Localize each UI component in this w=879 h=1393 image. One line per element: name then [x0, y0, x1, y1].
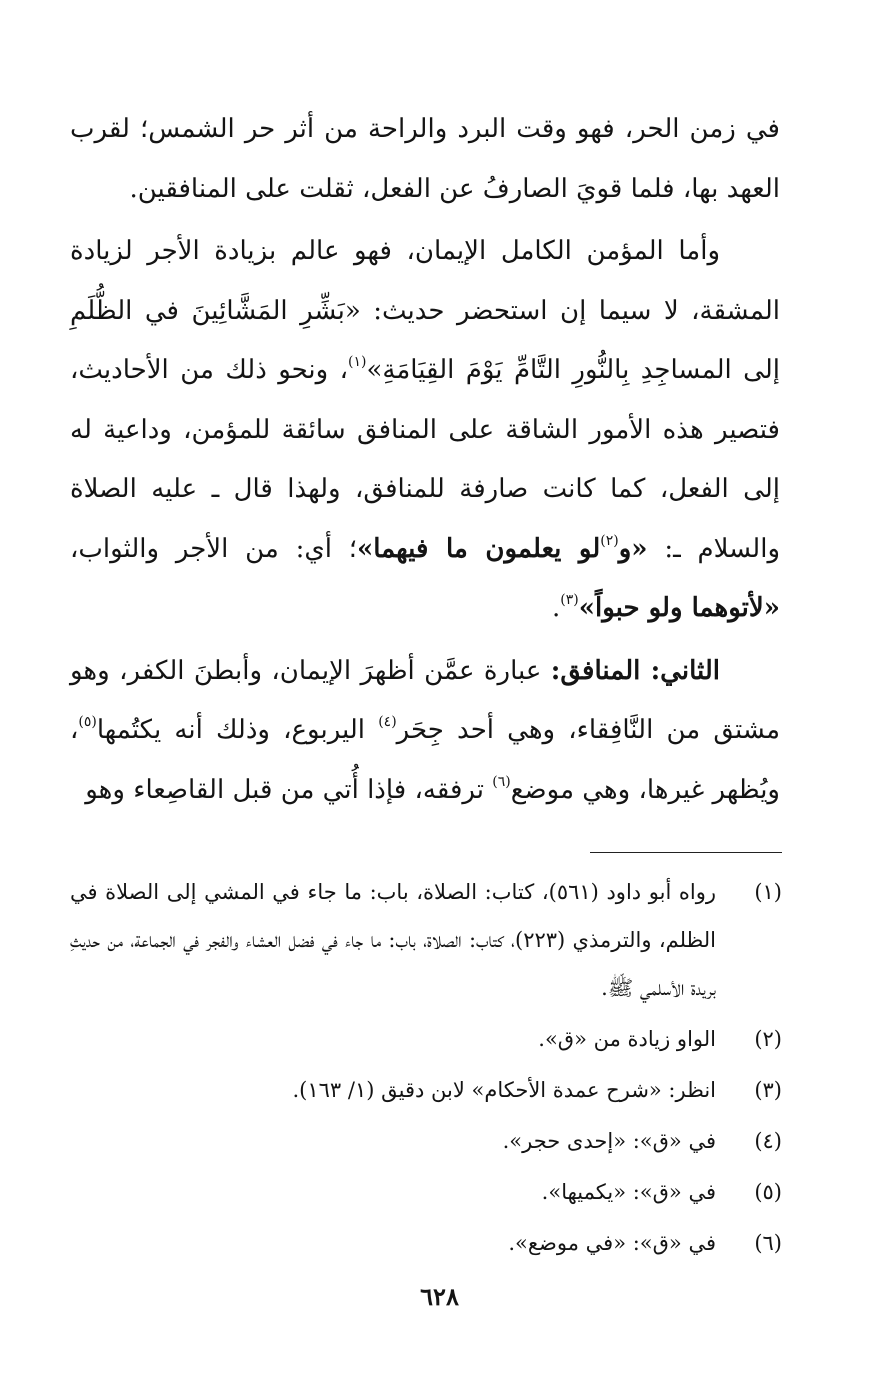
footnote-number: (٥): [754, 1180, 782, 1204]
text-segment: اليربوع، وذلك أنه يكتُمها: [96, 715, 379, 745]
footnote-number: (١): [754, 880, 782, 904]
footnote-text: في «ق»: «في موضع».: [508, 1231, 716, 1255]
text-segment: ، ويُظهر غيرها، وهي موضع: [70, 715, 780, 805]
footnote-reference: (١): [348, 354, 367, 370]
footnote-text: انظر: «شرح عمدة الأحكام» لابن دقيق (١/ ١٦٣).: [292, 1078, 716, 1102]
footnote-5: [70, 1168, 782, 1216]
paragraph-3: [70, 642, 780, 821]
footnote-reference: (٦): [492, 773, 511, 790]
footnote-text: في «ق»: «إحدى حجر».: [502, 1129, 716, 1153]
emphasized-text: «و: [618, 533, 648, 564]
paragraph-1: [70, 100, 780, 219]
footnote-reference: (٥): [78, 714, 97, 730]
emphasized-text: الثاني: المنافق:: [550, 655, 721, 686]
text-segment: ؛ أي: من الأجر والثواب،: [70, 533, 357, 564]
footnote-1: [70, 868, 782, 1012]
footnote-reference: (٢): [600, 532, 619, 549]
footnote-text: رواه أبو داود (٥٦١)، كتاب: الصلاة، باب: ما جاء في المشي إلى الصلاة في الظلم، والترمذي (٢٢٣)، كتاب: الصلاة، باب: ما جاء في فضل العشاء والفجر في الجماعة، من حديثِ بريدة الأسلمي ﷺ.: [70, 880, 717, 1000]
footnote-text: الواو زيادة من «ق».: [538, 1027, 716, 1051]
footnote-separator: [590, 852, 782, 853]
paragraph-2: [70, 222, 780, 639]
text-segment: في زمن الحر، فهو وقت البرد والراحة من أثر حر الشمس؛ لقرب العهد بها، فلما قويَ الصارفُ عن الفعل، ثقلت على المنافقين.: [70, 114, 780, 204]
emphasized-text: لو يعلمون ما فيهما»: [356, 533, 601, 564]
footnote-text: في «ق»: «يكميها».: [541, 1180, 716, 1204]
footnote-reference: (٤): [378, 714, 397, 730]
emphasized-text: «لأتوهما ولو حبواً»: [578, 593, 780, 623]
page-number: ٦٢٨: [420, 1282, 459, 1311]
footnote-2: [70, 1015, 782, 1063]
text-segment: عبارة عمَّن أظهرَ الإيمان، وأبطنَ الكفر، وهو مشتق من النَّافِقاء، وهي أحد جِحَر: [70, 655, 780, 745]
footnote-number: (٢): [754, 1027, 782, 1051]
footnote-reference: (٣): [560, 592, 579, 608]
footnote-number: (٣): [754, 1078, 782, 1102]
text-segment: ترفقه، فإذا أُتي من قبل القاصِعاء وهو: [85, 774, 493, 805]
footnote-4: [70, 1117, 782, 1165]
text-segment: وأما المؤمن الكامل الإيمان، فهو عالم بزيادة الأجر لزيادة المشقة، لا سيما إن استحضر حديث: «بَشِّرِ المَشَّائِينَ في الظُّلَمِ إلى المساجِدِ بِالنُّورِ التَّامِّ يَوْمَ القِيَامَةِ»: [70, 236, 780, 385]
footnote-number: (٤): [754, 1129, 782, 1153]
main-text: [70, 100, 780, 820]
text-segment: .: [552, 593, 561, 623]
footnote-6: [70, 1219, 782, 1267]
footnote-number: (٦): [754, 1231, 782, 1255]
footnote-3: [70, 1066, 782, 1114]
footnotes: [70, 868, 782, 1267]
text-segment: ، ونحو ذلك من الأحاديث، فتصير هذه الأمور الشاقة على المنافق سائقة للمؤمن، وداعية له إلى الفعل، كما كانت صارفة للمنافق، ولهذا قال ـ عليه الصلاة والسلام ـ:: [70, 355, 780, 564]
